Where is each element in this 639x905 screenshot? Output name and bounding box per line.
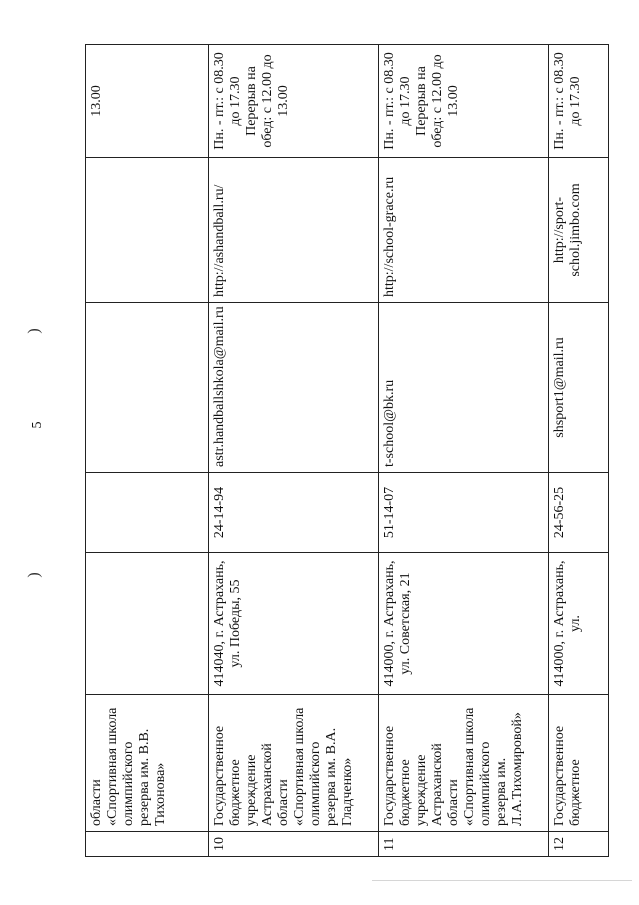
table-row: [86, 45, 209, 857]
phone-cell: 24-14-94: [209, 473, 379, 553]
page-mark: ): [25, 572, 43, 578]
num-cell: 10: [209, 832, 379, 857]
site-cell: http://ashandball.ru/: [209, 158, 379, 303]
email-cell: t-school@bk.ru: [379, 303, 549, 473]
site-cell: http://school-grace.ru: [379, 158, 549, 303]
site-cell: http://sport-schol.jimbo.com: [549, 158, 609, 303]
address-cell: [86, 553, 209, 695]
phone-cell: [86, 473, 209, 553]
page-number: 5: [30, 421, 45, 429]
email-cell: astr.handballshkola@mail.ru: [209, 303, 379, 473]
institutions-table: [85, 44, 609, 857]
num-cell: 11: [379, 832, 549, 857]
page-mark: ): [25, 328, 43, 334]
name-cell: Государственное бюджетное учреждение Астраханской области «Спортивная школа олимпийского резерва им. В.А. Гладченко»: [209, 695, 379, 832]
address-cell: 414000, г. Астрахань, ул.: [549, 553, 609, 695]
num-cell: 12: [549, 832, 609, 857]
phone-cell: 24-56-25: [549, 473, 609, 553]
hours-cell: 13.00: [86, 45, 209, 158]
scan-line: [372, 880, 632, 881]
phone-cell: 51-14-07: [379, 473, 549, 553]
hours-cell: Пн. - пт.: с 08.30 до 17.30 Перерыв на обед: с 12.00 до 13.00: [379, 45, 549, 158]
name-cell: области «Спортивная школа олимпийского резерва им. В.В. Тихонова»: [86, 695, 209, 832]
hours-cell: Пн. - пт.: с 08.30 до 17.30 Перерыв на обед: с 12.00 до 13.00: [209, 45, 379, 158]
address-cell: 414000, г. Астрахань, ул. Советская, 21: [379, 553, 549, 695]
name-cell: Государственное бюджетное учреждение Астраханской области «Спортивная школа олимпийского резерва им. Л.А.Тихомировой»: [379, 695, 549, 832]
site-cell: [86, 158, 209, 303]
name-cell: Государственное бюджетное: [549, 695, 609, 832]
email-cell: [86, 303, 209, 473]
table-row: [549, 45, 609, 857]
address-cell: 414040, г. Астрахань, ул. Победы, 55: [209, 553, 379, 695]
rotated-table-page: [85, 45, 583, 857]
table-row: [209, 45, 379, 857]
hours-cell: Пн. - пт.: с 08.30 до 17.30: [549, 45, 609, 158]
table-row: [379, 45, 549, 857]
email-cell: shsport1@mail.ru: [549, 303, 609, 473]
num-cell: [86, 832, 209, 857]
